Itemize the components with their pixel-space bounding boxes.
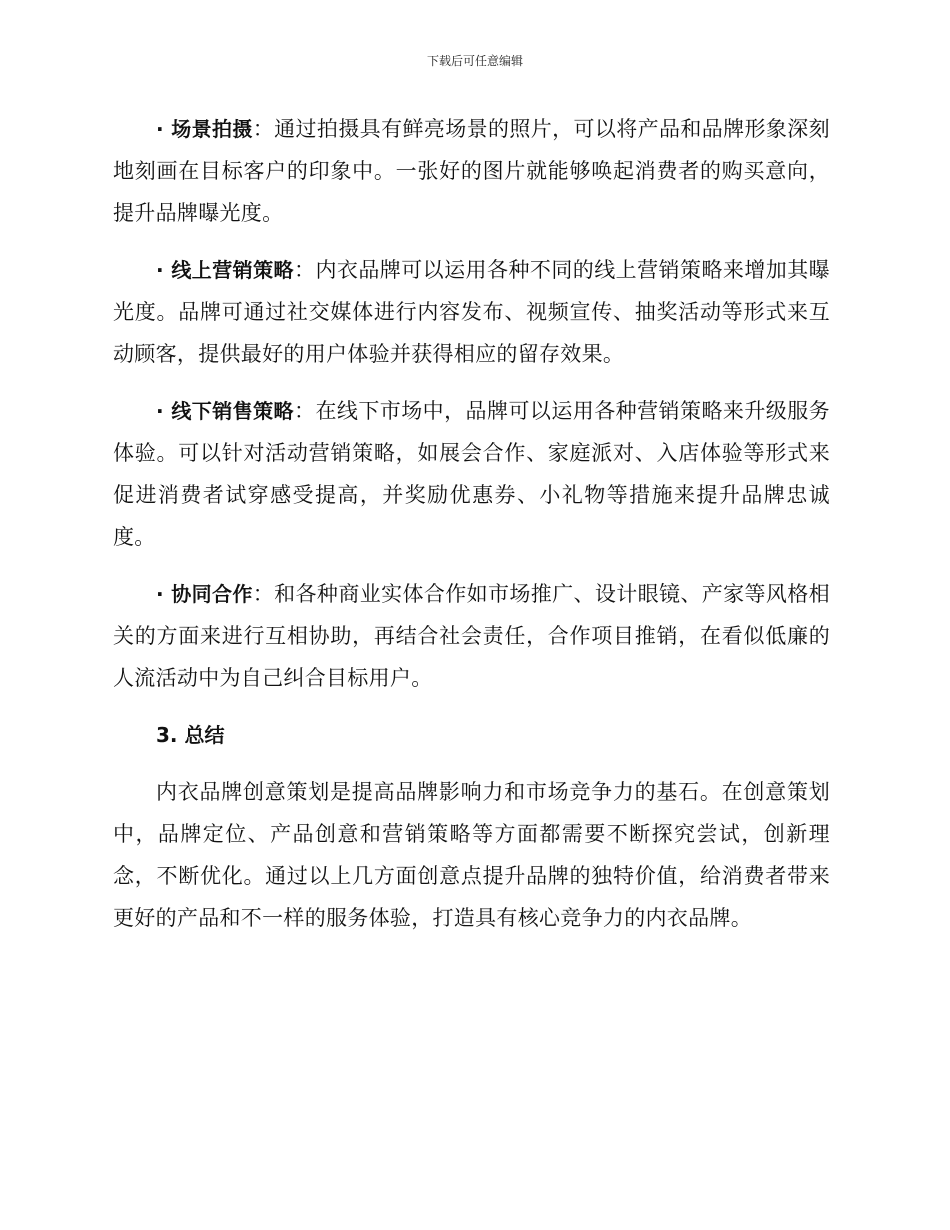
term-online-marketing: [156, 258, 294, 282]
document-body: [113, 108, 830, 954]
term-separator: ：: [293, 258, 316, 282]
paragraph-text: 在线下市场中，品牌可以运用各种营销策略来升级服务体验。可以针对活动营销策略，如展会合作、家庭派对、入店体验等形式来促进消费者试穿感受提高，并奖励优惠券、小礼物等措施来提升品牌忠诚度。: [113, 399, 830, 549]
term-label: 协同合作: [171, 582, 253, 606]
term-label: 线下销售策略: [171, 399, 294, 423]
paragraph-collaboration: [113, 573, 830, 699]
paragraph-text: 和各种商业实体合作如市场推广、设计眼镜、产家等风格相关的方面来进行互相协助，再结合社会责任，合作项目推销，在看似低廉的人流活动中为自己纠合目标用户。: [113, 582, 830, 690]
bullet: ·: [156, 258, 172, 282]
term-collaboration: [156, 582, 253, 606]
paragraph-online-marketing: [113, 249, 830, 375]
term-scene-photography: [156, 117, 253, 141]
term-label: 场景拍摄: [171, 117, 253, 141]
term-label: 线上营销策略: [171, 258, 294, 282]
bullet: ·: [156, 582, 172, 606]
section-heading-summary: 3. 总结: [156, 723, 225, 747]
paragraph-scene-photography: [113, 108, 830, 234]
paragraph-summary: 内衣品牌创意策划是提高品牌影响力和市场竞争力的基石。在创意策划中，品牌定位、产品创意和营销策略等方面都需要不断探究尝试，创新理念，不断优化。通过以上几方面创意点提升品牌的独特价值，给消费者带来更好的产品和不一样的服务体验，打造具有核心竞争力的内衣品牌。: [113, 780, 830, 930]
page-header: 下载后可任意编辑: [426, 54, 523, 68]
paragraph-offline-sales: [113, 390, 830, 558]
term-separator: ：: [252, 117, 275, 141]
paragraph-text: 内衣品牌可以运用各种不同的线上营销策略来增加其曝光度。品牌可通过社交媒体进行内容发布、视频宣传、抽奖活动等形式来互动顾客，提供最好的用户体验并获得相应的留存效果。: [113, 258, 830, 366]
bullet: ·: [156, 117, 172, 141]
term-offline-sales: [156, 399, 294, 423]
bullet: ·: [156, 399, 172, 423]
paragraph-text: 通过拍摄具有鲜亮场景的照片，可以将产品和品牌形象深刻地刻画在目标客户的印象中。一张好的图片就能够唤起消费者的购买意向，提升品牌曝光度。: [113, 117, 830, 225]
term-separator: ：: [293, 399, 316, 423]
term-separator: ：: [252, 582, 275, 606]
